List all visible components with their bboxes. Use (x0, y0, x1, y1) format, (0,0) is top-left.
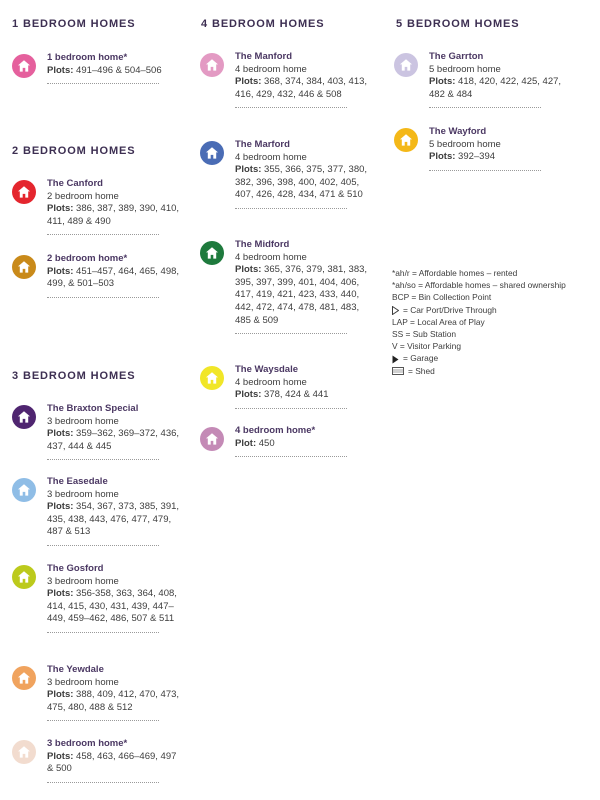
house-icon (12, 405, 36, 429)
legend-ahr: *ah/r = Affordable homes – rented (392, 268, 518, 278)
heading-5-bedroom: 5 BEDROOM HOMES (396, 18, 520, 30)
home-plots: Plot: 450 (235, 437, 275, 449)
home-name: The Manford (235, 51, 292, 62)
dotted-divider (47, 297, 159, 298)
house-icon (12, 255, 36, 279)
legend-v: V = Visitor Parking (392, 341, 461, 352)
legend-garage-row (392, 352, 592, 364)
legend-ss: SS = Sub Station (392, 329, 457, 340)
home-name: The Garrton (429, 51, 484, 62)
home-plots: Plots: 388, 409, 412, 470, 473, 475, 480, 488 & 512 (47, 689, 180, 713)
home-description: 4 bedroom home (235, 63, 307, 75)
legend-shed: = Shed (408, 365, 435, 376)
dotted-divider (235, 107, 347, 108)
house-icon (200, 427, 224, 451)
home-description: 5 bedroom home (429, 138, 501, 150)
home-name: The Canford (47, 178, 103, 189)
home-name: The Wayford (429, 126, 487, 137)
home-description: 3 bedroom home (47, 676, 119, 688)
house-icon (200, 241, 224, 265)
home-plots: Plots: 368, 374, 384, 403, 413, 416, 429, 432, 446 & 508 (235, 76, 368, 100)
house-icon (12, 565, 36, 589)
house-icon (12, 180, 36, 204)
home-plots: Plots: 365, 376, 379, 381, 383, 395, 397, 399, 401, 404, 406, 417, 419, 421, 423, 433, 440, 442, 472, 474, 478, 481, 483, 485 & 509 (235, 264, 368, 326)
home-description: 5 bedroom home (429, 63, 501, 75)
home-plots: Plots: 491–496 & 504–506 (47, 64, 162, 76)
house-icon (12, 666, 36, 690)
garage-triangle-icon (392, 355, 399, 364)
home-plots: Plots: 354, 367, 373, 385, 391, 435, 438, 443, 476, 477, 479, 487 & 513 (47, 501, 180, 538)
dotted-divider (47, 459, 159, 460)
home-plots: Plots: 378, 424 & 441 (235, 389, 329, 401)
home-plots: Plots: 386, 387, 389, 390, 410, 411, 489 & 490 (47, 203, 180, 227)
dotted-divider (429, 170, 541, 171)
heading-1-bedroom: 1 BEDROOM HOMES (12, 18, 136, 30)
heading-2-bedroom: 2 BEDROOM HOMES (12, 145, 136, 157)
dotted-divider (47, 782, 159, 783)
dotted-divider (235, 456, 347, 457)
home-plots: Plots: 418, 420, 422, 425, 427, 482 & 484 (429, 76, 562, 100)
home-name: The Marford (235, 139, 290, 150)
dotted-divider (429, 107, 541, 108)
home-name: The Waysdale (235, 364, 299, 375)
carport-triangle-icon (392, 306, 399, 315)
legend-shed-row (392, 365, 592, 377)
house-icon (12, 478, 36, 502)
house-icon (394, 128, 418, 152)
house-icon (200, 366, 224, 390)
home-description: 3 bedroom home (47, 575, 119, 587)
house-icon (394, 53, 418, 77)
home-name: 2 bedroom home* (47, 253, 128, 264)
heading-4-bedroom: 4 BEDROOM HOMES (201, 18, 325, 30)
house-icon (12, 740, 36, 764)
dotted-divider (47, 720, 159, 721)
dotted-divider (235, 208, 347, 209)
dotted-divider (47, 234, 159, 235)
home-description: 3 bedroom home (47, 488, 119, 500)
home-description: 4 bedroom home (235, 151, 307, 163)
home-name: The Braxton Special (47, 403, 139, 414)
home-plots: Plots: 392–394 (429, 151, 496, 163)
legend-carport: = Car Port/Drive Through (403, 304, 497, 315)
house-icon (200, 53, 224, 77)
home-name: The Gosford (47, 563, 104, 574)
dotted-divider (47, 545, 159, 546)
legend (392, 267, 592, 377)
house-icon (12, 54, 36, 78)
dotted-divider (47, 83, 159, 84)
home-name: The Yewdale (47, 664, 104, 675)
home-name: 4 bedroom home* (235, 425, 316, 436)
home-description: 2 bedroom home (47, 190, 119, 202)
heading-3-bedroom: 3 BEDROOM HOMES (12, 370, 136, 382)
legend-garage: = Garage (403, 353, 439, 364)
home-description: 4 bedroom home (235, 376, 307, 388)
home-plots: Plots: 359–362, 369–372, 436, 437, 444 & 445 (47, 428, 180, 452)
home-name: The Easedale (47, 476, 108, 487)
legend-ahso: *ah/so = Affordable homes – shared ownership (392, 280, 566, 291)
shed-icon (392, 367, 404, 375)
dotted-divider (235, 333, 347, 334)
dotted-divider (235, 408, 347, 409)
home-description: 4 bedroom home (235, 251, 307, 263)
home-description: 3 bedroom home (47, 415, 119, 427)
legend-lap: LAP = Local Area of Play (392, 316, 485, 327)
dotted-divider (47, 632, 159, 633)
home-plots: Plots: 355, 366, 375, 377, 380, 382, 396, 398, 400, 402, 405, 407, 426, 428, 434, 471 & 510 (235, 164, 368, 201)
home-name: 3 bedroom home* (47, 738, 128, 749)
home-plots: Plots: 451–457, 464, 465, 498, 499, & 501–503 (47, 265, 180, 290)
legend-carport-row (392, 304, 592, 316)
home-name: The Midford (235, 239, 290, 250)
home-name: 1 bedroom home* (47, 52, 128, 63)
legend-bcp: BCP = Bin Collection Point (392, 292, 492, 303)
home-plots: Plots: 356-358, 363, 364, 408, 414, 415, 430, 431, 439, 447–449, 459–462, 486, 507 & 511 (47, 588, 177, 625)
house-icon (200, 141, 224, 165)
home-plots: Plots: 458, 463, 466–469, 497 & 500 (47, 750, 177, 775)
